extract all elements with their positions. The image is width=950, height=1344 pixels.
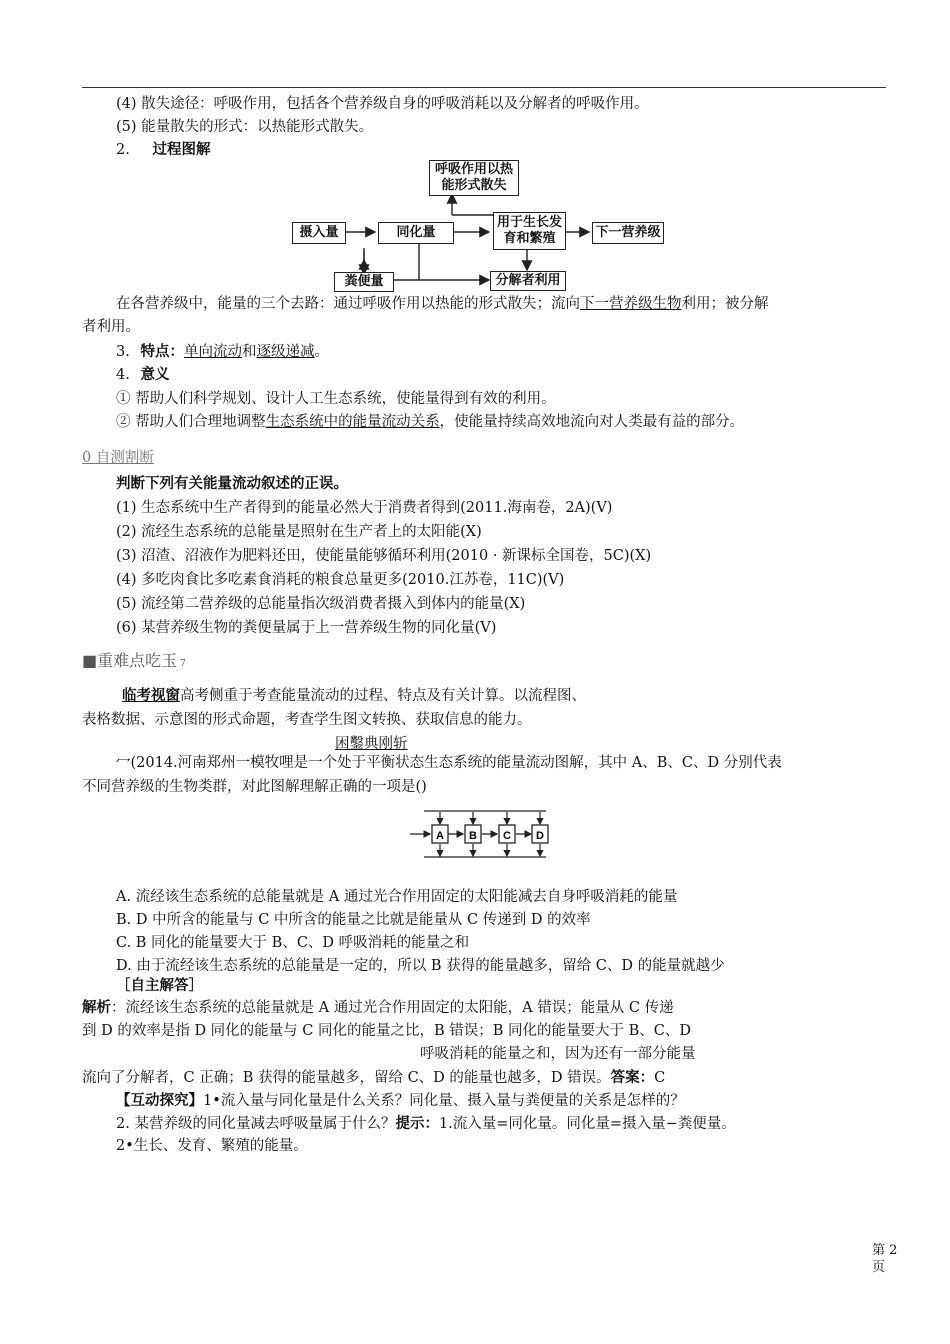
exam-window-text: 高考侧重于考查能量流动的过程、特点及有关计算。以流程图、 [180, 688, 586, 704]
line-dissipation-path: (4) 散失途径：呼吸作用，包括各个营养级自身的呼吸消耗以及分解者的呼吸作用。 [116, 96, 649, 112]
option-c: C. B 同化的能量要大于 B、C、D 呼吸消耗的能量之和 [116, 935, 470, 951]
key-points-heading [82, 648, 186, 671]
interactive-question-2-line [116, 1112, 736, 1133]
analysis-line-2: 到 D 的效率是指 D 同化的能量与 C 同化的能量之比，B 错误；B 同化的能量要大于 B、C、D [82, 1023, 692, 1039]
interactive-label: 【互动探究】 [116, 1092, 203, 1109]
paragraph-text: 利用；被分解 [681, 296, 769, 312]
interactive-question-1: 1•流入量与同化量是什么关系？同化量、摄入量与粪便量的关系是怎样的？ [203, 1093, 685, 1109]
hint-label: 提示： [395, 1115, 439, 1132]
option-a: A. 流经该生态系统的总能量就是 A 通过光合作用固定的太阳能减去自身呼吸消耗的能量 [116, 889, 678, 905]
question-stem: 冖(2014.河南郑州一模牧哩是一个处于平衡状态生态系统的能量流动图解，其中 A、B、C、D 分别代表 [116, 755, 782, 771]
self-answer-heading: ［自主解答］ [116, 977, 203, 994]
analysis-text: ：流经该生态系统的总能量就是 A 通过光合作用固定的太阳能，A 错误；能量从 C 传递 [111, 1000, 674, 1016]
hint-answer-2: 2•生长、发育、繁殖的能量。 [116, 1138, 308, 1154]
item-text: ② 帮助人们合理地调整 [116, 414, 266, 430]
box-next-level: 下一营养级 [592, 222, 664, 244]
box-intake: 摄入量 [292, 222, 346, 244]
exam-window-label: 临考视窗 [122, 687, 180, 704]
node-c: C [503, 830, 511, 842]
option-b: B. D 中所含的能量与 C 中所含的能量之比就是能量从 C 传递到 D 的效率 [116, 912, 591, 928]
paragraph-three-paths [116, 292, 769, 313]
example-title: 困鑿典刚斩 [335, 736, 408, 752]
answer-label: 答案： [610, 1069, 655, 1086]
analysis-line-1 [82, 996, 674, 1017]
judge-item-3: (3) 沼渣、沼液作为肥料还田，使能量能够循环利用(2010 · 新课标全国卷，5C)(X) [116, 548, 652, 564]
node-b: B [469, 830, 477, 842]
question-stem-continuation: 不同营养级的生物类群，对此图解理解正确的一项是() [82, 779, 427, 795]
paragraph-continuation: 者利用。 [82, 319, 140, 335]
answer-value: C [654, 1070, 666, 1086]
feature-one-way: 单向流动 [183, 344, 242, 360]
box-respiration: 呼吸作用以热能形式散失 [429, 160, 519, 196]
underline-flow-relation: 生态系统中的能量流动关系 [265, 414, 440, 430]
exam-window-continuation: 表格数据、示意图的形式命题，考查学生图文转换、获取信息的能力。 [82, 712, 532, 728]
key-points-title: ■重难点吃玉 [82, 651, 178, 670]
interactive-question-2: 2. 某营养级的同化量减去呼吸量属于什么？ [116, 1116, 396, 1132]
box-growth-reproduction: 用于生长发育和繁殖 [493, 212, 566, 250]
feature-label: 特点： [140, 343, 184, 360]
box-decomposer: 分解者利用 [490, 271, 566, 291]
judge-item-6: (6) 某营养级生物的粪便量属于上一营养级生物的同化量(V) [116, 620, 497, 636]
page-number-line-2: 页 [872, 1260, 886, 1275]
analysis-line-4 [82, 1066, 665, 1087]
significance-item-1: ① 帮助人们科学规划、设计人工生态系统，使能量得到有效的利用。 [116, 391, 556, 407]
analysis-label: 解析 [82, 999, 111, 1016]
exam-window-line [122, 684, 586, 705]
box-feces: 粪便量 [334, 272, 394, 292]
option-d: D. 由于流经该生态系统的总能量是一定的，所以 B 获得的能量越多，留给 C、D 的能量就越少 [116, 958, 725, 974]
page-number-line-1: 第 2 [872, 1243, 898, 1258]
significance-title: 意义 [140, 366, 170, 383]
feature-line [116, 340, 329, 361]
underline-next-level: 下一营养级生物 [580, 296, 682, 312]
judge-item-1: (1) 生态系统中生产者得到的能量必然大于消费者得到(2011.海南卷，2A)(V) [116, 500, 613, 516]
interactive-explore-line [116, 1089, 685, 1110]
feature-decreasing: 逐级递减 [256, 344, 315, 360]
significance-number: 4. [116, 367, 130, 383]
judge-item-5: (5) 流经第二营养级的总能量指次级消费者摄入到体内的能量(X) [116, 596, 526, 612]
judge-item-4: (4) 多吃肉食比多吃素食消耗的粮食总量更多(2010.江苏卷，11C)(V) [116, 572, 565, 588]
analysis-line-3: 呼吸消耗的能量之和，因为还有一部分能量 [420, 1046, 696, 1062]
analysis-text: 流向了分解者，C 正确；B 获得的能量越多，留给 C、D 的能量也越多，D 错误。 [82, 1070, 611, 1086]
section-title: 过程图解 [152, 141, 211, 158]
feature-end: 。 [314, 344, 329, 360]
judge-item-2: (2) 流经生态系统的总能量是照射在生产者上的太阳能(X) [116, 524, 482, 540]
flow-arrows [0, 0, 950, 300]
key-points-subscript: 7 [180, 659, 186, 669]
item-text: ，使能量持续高效地流向对人类最有益的部分。 [439, 414, 745, 430]
significance-heading [116, 363, 169, 384]
node-a: A [436, 830, 444, 842]
line-dissipation-form: (5) 能量散失的形式：以热能形式散失。 [116, 119, 374, 135]
significance-item-2 [116, 410, 744, 431]
self-test-heading: 0 自测割断 [82, 450, 154, 466]
box-assimilation: 同化量 [378, 222, 454, 244]
feature-number: 3. [116, 344, 130, 360]
section-number: 2. [116, 142, 130, 158]
paragraph-text: 在各营养级中，能量的三个去路：通过呼吸作用以热能的形式散失；流向 [116, 296, 580, 312]
food-chain-diagram [410, 805, 550, 865]
judge-title: 判断下列有关能量流动叙述的正误。 [116, 475, 348, 492]
hint-answer-1: 1.流入量=同化量。同化量=摄入量−粪便量。 [438, 1116, 736, 1132]
node-d: D [536, 830, 544, 842]
feature-and: 和 [241, 344, 257, 360]
